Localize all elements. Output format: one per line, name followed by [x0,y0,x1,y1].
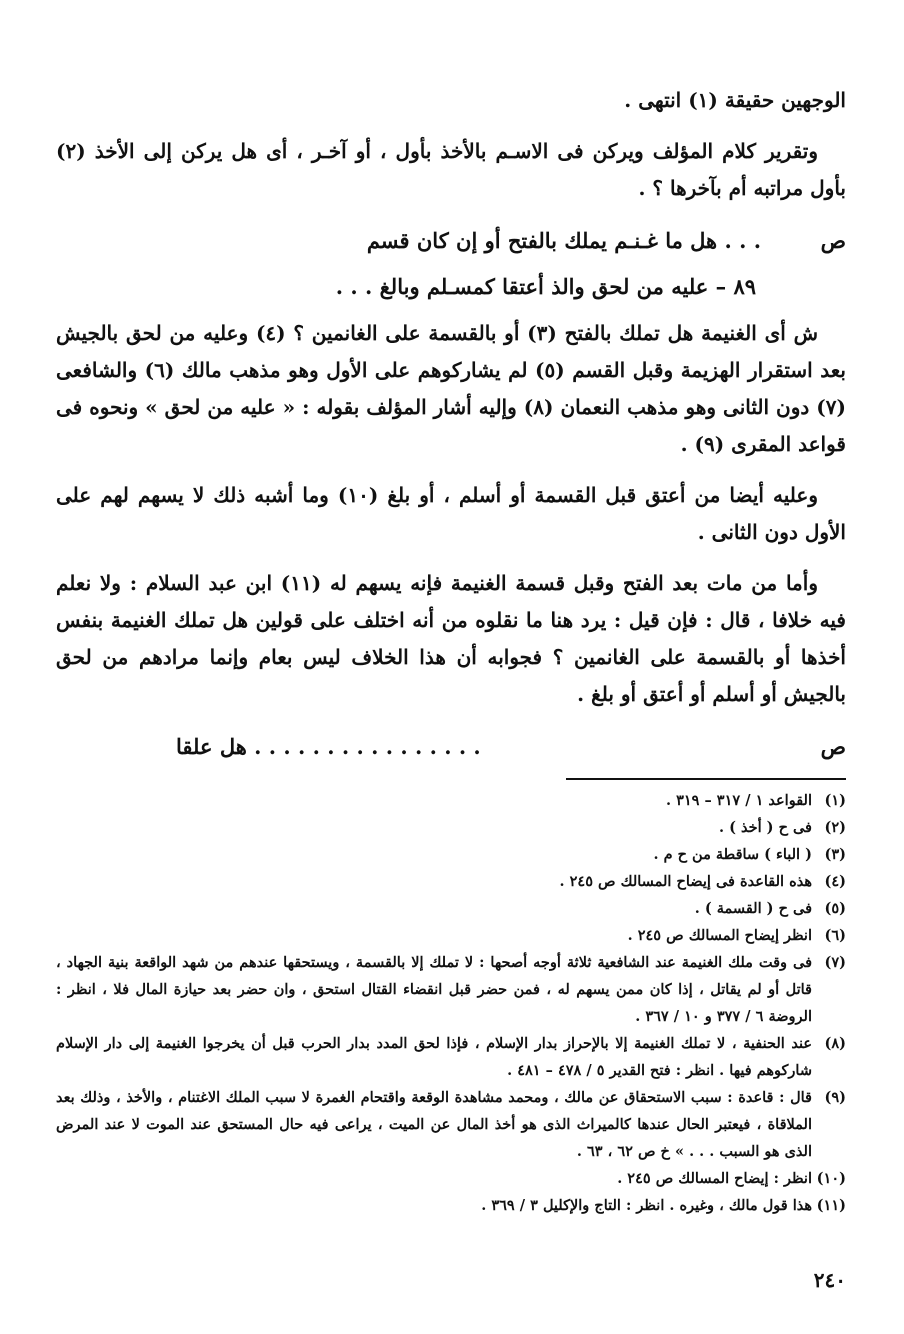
footnotes [56,787,846,1219]
footnote [56,868,846,895]
verse-hemistich: . . . هل ما غـنـم يملك بالفتح أو إن كان قسم [366,228,761,253]
footnote-number: (٣) [824,846,846,863]
verse-number: ٨٩ – [715,274,756,299]
footnote [56,1030,846,1084]
paragraph-continuation: الوجهين حقيقة (١) انتهى . [624,88,846,112]
paragraph-explanation: وتقرير كلام المؤلف ويركن فى الاسـم بالأخذ بأول ، أو آخـر ، أى هل يركن إلى الأخذ (٢) بأول مراتبه أم بآخرها ؟ . [56,139,846,200]
footnote-number: (١) [824,792,846,809]
verse-mark: ص [820,228,846,253]
footnote-number: (١١) [816,1197,846,1214]
footnote-text: فى ح ( القسمة ) . [694,900,812,917]
footnote-text: عند الحنفية ، لا تملك الغنيمة إلا بالإحراز بدار الإسلام ، فإذا لحق المدد بدار الحرب قبل أن يخرجوا الغنيمة إلى دار الإسلام شاركوهم فيها . انظر : فتح القدير ٥ / ٤٧٨ – ٤٨١ . [56,1035,812,1079]
footnote-text: القواعد ١ / ٣١٧ – ٣١٩ . [665,792,812,809]
footnote-text: هذا قول مالك ، وغيره . انظر : التاج والإكليل ٣ / ٣٦٩ . [481,1197,812,1214]
footnote [56,841,846,868]
verse-line-2 [56,267,846,307]
footnote [56,787,846,814]
footnote-text: انظر : إيضاح المسالك ص ٢٤٥ . [617,1170,812,1187]
footnote [56,1084,846,1165]
footnote-text: فى وقت ملك الغنيمة عند الشافعية ثلاثة أوجه أصحها : لا تملك إلا بالقسمة ، ويستحقها عندهم من شهد الواقعة بنية الجهاد ، قاتل أو لم يقاتل ، إذا كان ممن يسهم له ، فمن حضر قبل انقضاء القتال استحق ، وان حضر بعد حيازة المال فلا ، انظر : الروضة ٦ / ٣٧٧ و ١٠ / ٣٦٧ . [56,954,812,1025]
footnote-text: ( الباء ) ساقطة من ح م . [653,846,812,863]
footnote-number: (٧) [824,954,846,971]
verse-line-3 [56,727,846,767]
footnote-text: هذه القاعدة فى إيضاح المسالك ص ٢٤٥ . [559,873,812,890]
footnote [56,1165,846,1192]
footnote [56,895,846,922]
verse-mark: ص [820,734,846,759]
footnote-number: (١٠) [816,1170,846,1187]
footnote-number: (٦) [824,927,846,944]
footnote-number: (٥) [824,900,846,917]
footnote [56,949,846,1030]
footnote-number: (٩) [824,1089,846,1106]
footnote-text: انظر إيضاح المسالك ص ٢٤٥ . [627,927,812,944]
footnote-number: (٢) [824,819,846,836]
footnote-divider [566,778,846,780]
verse-hemistich: . . . . . . . . . . . . . . . . هل علقا [176,734,481,759]
commentary-paragraph: ش أى الغنيمة هل تملك بالفتح (٣) أو بالقسمة على الغانمين ؟ (٤) وعليه من لحق بالجيش بعد استقرار الهزيمة وقبل القسم (٥) لم يشاركوهم على الأول وهو مذهب مالك (٦) والشافعى (٧) دون الثانى وهو مذهب النعمان (٨) وإليه أشار المؤلف بقوله : « عليه من لحق » ونحوه فى قواعد المقرى (٩) . [56,321,846,456]
main-text [56,82,846,773]
footnote-text: قال : قاعدة : سبب الاستحقاق عن مالك ، ومحمد مشاهدة الوقعة واقتحام الغمرة لا سبب الملك الاغتنام ، والأخذ ، وذلك بعد الملاقاة ، فيعتبر الحال عندها كالميراث الذى هو أخذ المال عن الميت ، يراعى فيه حال المستحق عند الموت لا عند المرض الذى هو السبب . . . » خ ص ٦٢ ، ٦٣ . [56,1089,812,1160]
footnote [56,1192,846,1219]
commentary-paragraph: وعليه أيضا من أعتق قبل القسمة أو أسلم ، أو بلغ (١٠) وما أشبه ذلك لا يسهم لهم على الأول دون الثانى . [56,483,846,544]
footnote-text: فى ح ( أخذ ) . [719,819,812,836]
verse-hemistich: عليه من لحق والذ أعتقا كمسـلم وبالغ . . . [335,274,709,299]
footnote-number: (٤) [824,873,846,890]
page-number: ٢٤٠ [813,1268,846,1292]
footnote [56,814,846,841]
verse-line-1 [56,221,846,261]
footnote [56,922,846,949]
commentary-paragraph: وأما من مات بعد الفتح وقبل قسمة الغنيمة فإنه يسهم له (١١) ابن عبد السلام : ولا نعلم فيه خلافا ، قال : فإن قيل : يرد هنا ما نقلوه من أنه اختلف على قولين هل تملك الغنيمة بنفس أخذها أو بالقسمة على الغانمين ؟ فجوابه أن هذا الخلاف ليس بعام وإنما مرادهم من لحق بالجيش أو أسلم أو أعتق أو بلغ . [56,571,846,706]
footnote-number: (٨) [824,1035,846,1052]
